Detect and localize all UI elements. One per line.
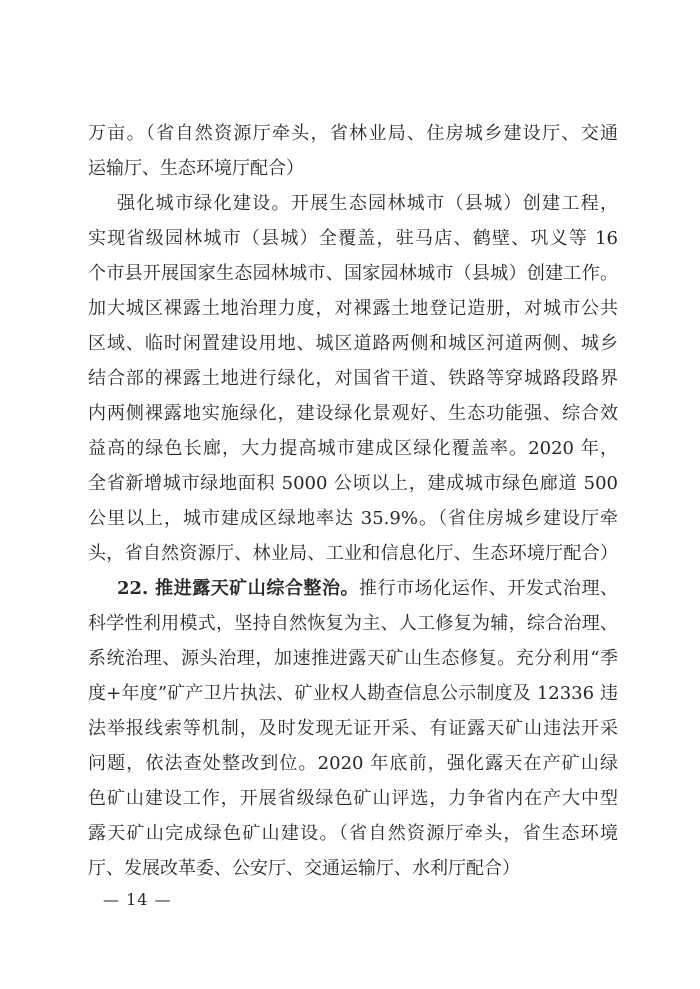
text-line-clause-22 [88, 571, 618, 606]
clause-22-heading: 22. 推进露天矿山综合整治。 [117, 578, 360, 599]
text-line: 实现省级园林城市（县城）全覆盖，驻马店、鹤壁、巩义等 16 [88, 228, 618, 249]
text-line: 色矿山建设工作，开展省级绿色矿山评选，力争省内在产大中型 [88, 788, 618, 809]
page-number: — 14 — [103, 890, 172, 909]
text-line: 问题，依法查处整改到位。2020 年底前，强化露天在产矿山绿 [88, 753, 618, 774]
clause-22-body-start: 推行市场化运作、开发式治理、 [359, 578, 618, 599]
text-line: 科学性利用模式，坚持自然恢复为主、人工修复为辅，综合治理、 [88, 613, 618, 634]
text-line: 个市县开展国家生态园林城市、国家园林城市（县城）创建工作。 [88, 263, 618, 284]
text-line: 系统治理、源头治理，加速推进露天矿山生态修复。充分利用“季 [88, 648, 618, 669]
text-line: 加大城区裸露土地治理力度，对裸露土地登记造册，对城市公共 [88, 298, 618, 319]
text-line: 运输厅、生态环境厅配合） [88, 158, 304, 179]
text-line: 露天矿山完成绿色矿山建设。（省自然资源厅牵头，省生态环境 [88, 823, 618, 844]
text-line: 结合部的裸露土地进行绿化，对国省干道、铁路等穿城路段路界 [88, 368, 618, 389]
text-line: 益高的绿色长廊，大力提高城市建成区绿化覆盖率。2020 年， [88, 438, 618, 459]
document-body [88, 116, 618, 886]
text-line: 厅、发展改革委、公安厅、交通运输厅、水利厅配合） [88, 858, 520, 879]
text-line: 全省新增城市绿地面积 5000 公顷以上，建成城市绿色廊道 500 [88, 473, 618, 494]
text-line: 强化城市绿化建设。开展生态园林城市（县城）创建工程， [117, 193, 618, 214]
text-line: 头，省自然资源厅、林业局、工业和信息化厅、生态环境厅配合） [88, 543, 618, 564]
text-line: 万亩。（省自然资源厅牵头，省林业局、住房城乡建设厅、交通 [88, 123, 618, 144]
text-line: 区域、临时闲置建设用地、城区道路两侧和城区河道两侧、城乡 [88, 333, 618, 354]
text-line: 内两侧裸露地实施绿化，建设绿化景观好、生态功能强、综合效 [88, 403, 618, 424]
text-line: 度+年度”矿产卫片执法、矿业权人勘查信息公示制度及 12336 违 [88, 683, 618, 704]
text-line: 法举报线索等机制，及时发现无证开采、有证露天矿山违法开采 [88, 718, 618, 739]
text-line: 公里以上，城市建成区绿地率达 35.9%。（省住房城乡建设厅牵 [88, 508, 618, 529]
